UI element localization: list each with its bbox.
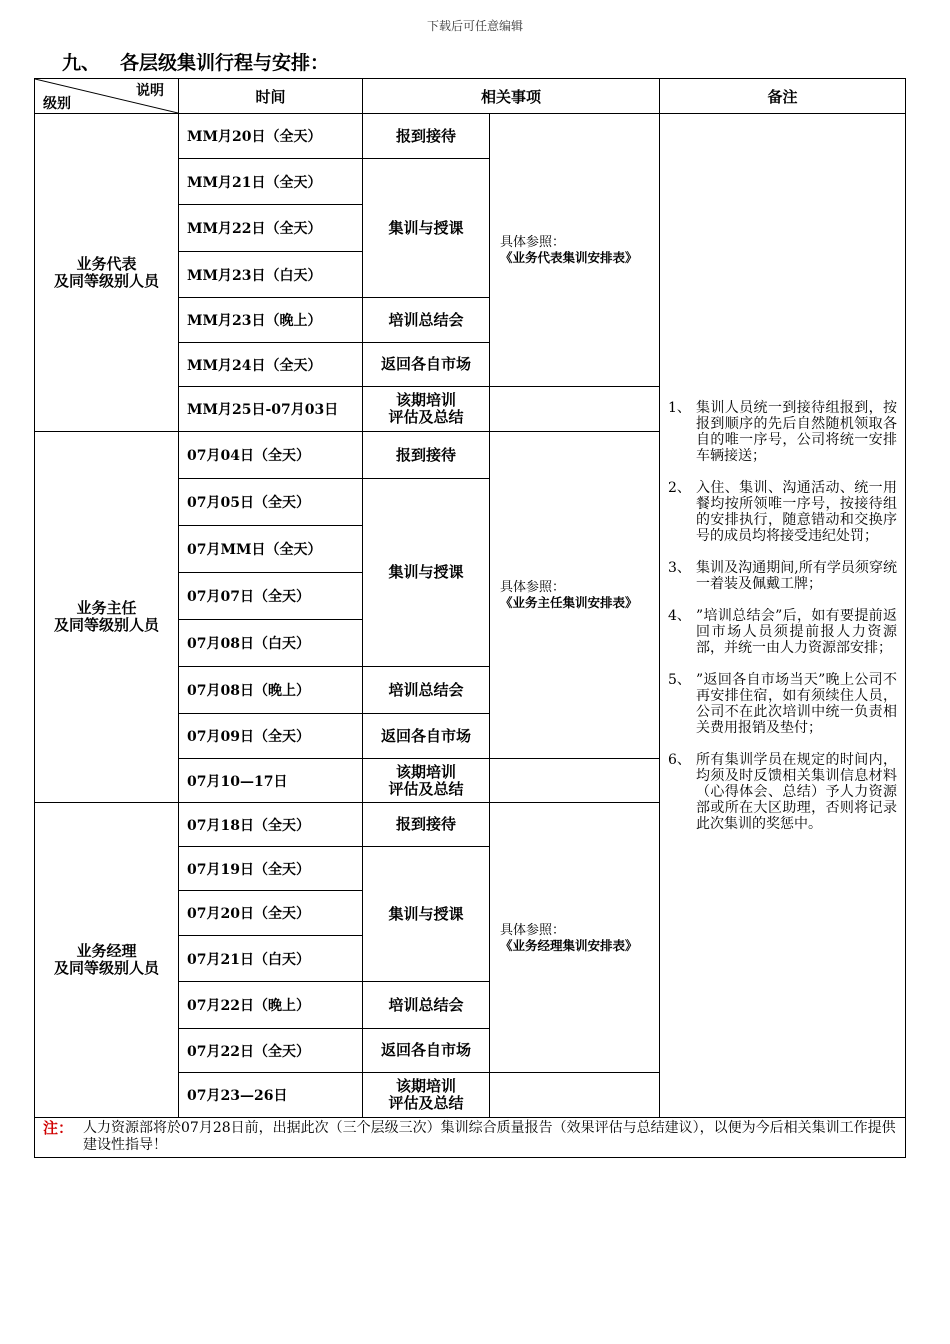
table-row [35, 114, 906, 159]
remark-text: ”返回各自市场当天”晚上公司不再安排住宿，如有须续住人员，公司不在此次培训中统一负责相关费用报销及垫付； [696, 671, 898, 736]
date-cell: 07月09日（全天） [179, 714, 363, 759]
date-cell: 07月22日（全天） [179, 1029, 363, 1073]
remark-item [668, 752, 897, 832]
item-cell: 报到接待 [363, 432, 490, 479]
item-cell [363, 1073, 490, 1118]
date-cell: 07月08日（白天） [179, 620, 363, 667]
level-line2: 及同等级别人员 [53, 616, 159, 634]
remark-item [668, 560, 897, 592]
date-cell: 07月20日（全天） [179, 891, 363, 936]
remarks-cell [660, 114, 906, 1118]
level-cell [35, 803, 179, 1118]
item-cell: 集训与授课 [363, 479, 490, 667]
watermark-text: 下载后可任意编辑 [426, 19, 523, 33]
remark-text: 集训及沟通期间,所有学员须穿统一着装及佩戴工牌； [696, 559, 898, 592]
remark-number: 3、 [668, 559, 691, 576]
date-cell: 07月21日（白天） [179, 936, 363, 982]
header-remarks: 备注 [660, 79, 906, 114]
level-cell [35, 432, 179, 803]
level-line1: 业务经理 [76, 942, 137, 960]
remark-item [668, 672, 897, 736]
reference-label: 具体参照： [500, 580, 566, 595]
item-cell: 报到接待 [363, 803, 490, 847]
date-cell: 07月05日（全天） [179, 479, 363, 526]
date-cell: MM月23日（晚上） [179, 298, 363, 343]
date-cell: 07月10—17日 [179, 759, 363, 803]
header-diagonal-cell [35, 79, 179, 114]
item-eval-line2: 评估及总结 [388, 1094, 464, 1112]
date-cell: 07月19日（全天） [179, 847, 363, 891]
item-cell: 返回各自市场 [363, 714, 490, 759]
date-cell: 07月23—26日 [179, 1073, 363, 1118]
remark-number: 2、 [668, 479, 691, 496]
remark-text: ”培训总结会”后，如有要提前返回市场人员须提前报人力资源部，并统一由人力资源部安排； [696, 607, 898, 656]
item-cell: 返回各自市场 [363, 1029, 490, 1073]
level-line2: 及同等级别人员 [53, 959, 159, 977]
item-cell: 培训总结会 [363, 298, 490, 343]
remark-item [668, 400, 897, 464]
remark-text: 所有集训学员在规定的时间内，均须及时反馈相关集训信息材料（心得体会、总结）予人力资源部或所在大区助理，否则将记录此次集训的奖惩中。 [696, 751, 898, 832]
level-line1: 业务主任 [76, 599, 137, 617]
reference-doc: 《业务代表集训安排表》 [500, 250, 638, 265]
remark-number: 6、 [668, 751, 691, 768]
item-eval-line2: 评估及总结 [388, 408, 464, 426]
date-cell: 07月MM日（全天） [179, 526, 363, 573]
note-label: 注： [43, 1119, 74, 1137]
note-text: 人力资源部将於07月28日前，出据此次（三个层级三次）集训综合质量报告（效果评估与总结建议），以便为今后相关集训工作提供建设性指导！ [83, 1120, 896, 1153]
date-cell: MM月22日（全天） [179, 205, 363, 252]
empty-cell [490, 759, 660, 803]
reference-label: 具体参照： [500, 235, 566, 250]
reference-cell [490, 432, 660, 759]
date-cell: MM月25日-07月03日 [179, 387, 363, 432]
note-row [35, 1118, 906, 1158]
note-cell [35, 1118, 906, 1158]
remark-item [668, 608, 897, 656]
remark-item [668, 480, 897, 544]
remark-number: 4、 [668, 607, 691, 624]
item-cell [363, 387, 490, 432]
reference-label: 具体参照： [500, 922, 566, 938]
item-cell: 报到接待 [363, 114, 490, 159]
date-cell: MM月21日（全天） [179, 159, 363, 205]
item-eval-line1: 该期培训 [395, 1077, 456, 1095]
item-eval-line1: 该期培训 [395, 762, 456, 781]
date-cell: 07月04日（全天） [179, 432, 363, 479]
reference-doc: 《业务经理集训安排表》 [500, 937, 638, 953]
item-cell: 培训总结会 [363, 667, 490, 714]
item-cell: 集训与授课 [363, 159, 490, 298]
date-cell: MM月20日（全天） [179, 114, 363, 159]
remark-text: 集训人员统一到接待组报到，按报到顺序的先后自然随机领取各自的唯一序号，公司将统一安排车辆接送； [696, 399, 898, 464]
date-cell: 07月07日（全天） [179, 573, 363, 620]
date-cell: 07月22日（晚上） [179, 982, 363, 1029]
header-time: 时间 [179, 79, 363, 114]
reference-doc: 《业务主任集训安排表》 [500, 595, 638, 610]
item-cell: 集训与授课 [363, 847, 490, 982]
date-cell: 07月18日（全天） [179, 803, 363, 847]
empty-cell [490, 387, 660, 432]
empty-cell [490, 1073, 660, 1118]
item-cell [363, 759, 490, 803]
remark-number: 1、 [668, 399, 691, 416]
header-level-label: 级别 [43, 96, 71, 112]
item-cell: 返回各自市场 [363, 343, 490, 387]
item-eval-line1: 该期培训 [395, 391, 456, 409]
remark-number: 5、 [668, 671, 691, 688]
table-header-row [35, 79, 906, 114]
remark-text: 入住、集训、沟通活动、统一用餐均按所领唯一序号，按接待组的安排执行，随意错动和交换序号的成员均将接受违纪处罚； [696, 479, 898, 544]
date-cell: 07月08日（晚上） [179, 667, 363, 714]
date-cell: MM月23日（白天） [179, 252, 363, 298]
level-line2: 及同等级别人员 [53, 271, 159, 290]
level-line1: 业务代表 [76, 254, 137, 273]
date-cell: MM月24日（全天） [179, 343, 363, 387]
item-eval-line2: 评估及总结 [388, 779, 464, 798]
header-explain-label: 说明 [136, 83, 164, 99]
section-title-text: 各层级集训行程与安排： [120, 52, 330, 74]
schedule-table [34, 78, 906, 1158]
item-cell: 培训总结会 [363, 982, 490, 1029]
reference-cell [490, 114, 660, 387]
header-items: 相关事项 [363, 79, 660, 114]
section-title [62, 48, 329, 75]
level-cell [35, 114, 179, 432]
reference-cell [490, 803, 660, 1073]
section-number: 九、 [62, 52, 101, 74]
